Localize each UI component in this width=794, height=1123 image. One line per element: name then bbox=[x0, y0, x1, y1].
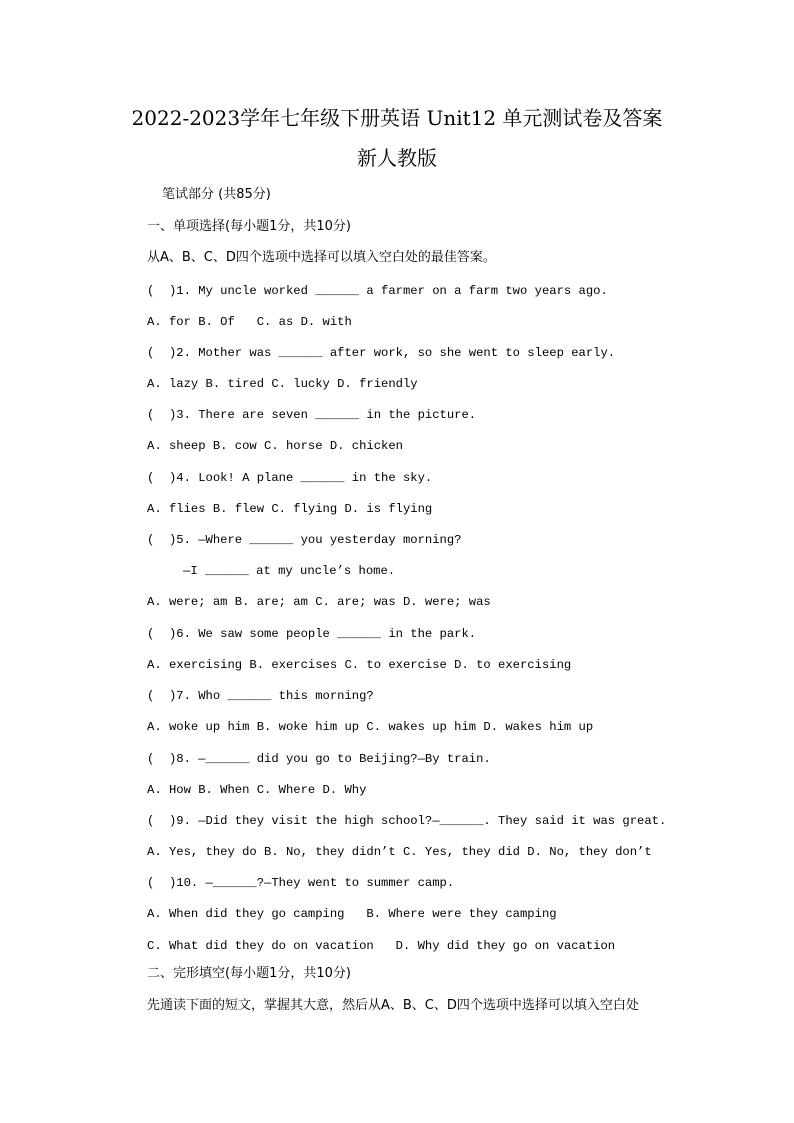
section-note: 笔试部分 (共85分) bbox=[162, 187, 271, 202]
answer-options: A. lazy B. tired C. lucky D. friendly bbox=[147, 377, 418, 391]
instruction: 从A、B、C、D四个选项中选择可以填入空白处的最佳答案。 bbox=[147, 250, 496, 265]
question-line: ( )1. My uncle worked ______ a farmer on a farm two years ago. bbox=[147, 284, 608, 298]
answer-options: A. flies B. flew C. flying D. is flying bbox=[147, 502, 433, 516]
question-line: ( )8. —______ did you go to Beijing?—By train. bbox=[147, 752, 491, 766]
answer-options: A. woke up him B. woke him up C. wakes up him D. wakes him up bbox=[147, 720, 594, 734]
answer-options: A. How B. When C. Where D. Why bbox=[147, 783, 367, 797]
question-line: ( )7. Who ______ this morning? bbox=[147, 689, 374, 703]
answer-options: A. sheep B. cow C. horse D. chicken bbox=[147, 439, 403, 453]
answer-options: A. When did they go camping B. Where were they camping bbox=[147, 907, 557, 921]
document-subtitle: 新人教版 bbox=[357, 146, 437, 170]
question-line: ( )5. —Where ______ you yesterday morning? bbox=[147, 533, 462, 547]
answer-options: C. What did they do on vacation D. Why did they go on vacation bbox=[147, 939, 616, 953]
answer-options: A. were; am B. are; am C. are; was D. were; was bbox=[147, 595, 491, 609]
answer-options: A. Yes, they do B. No, they didn’t C. Yes, they did D. No, they don’t bbox=[147, 845, 652, 859]
question-line: ( )6. We saw some people ______ in the park. bbox=[147, 627, 477, 641]
section-heading: 一、单项选择(每小题1分，共10分) bbox=[147, 219, 351, 234]
question-line: ( )3. There are seven ______ in the picture. bbox=[147, 408, 477, 422]
section-heading: 二、完形填空(每小题1分，共10分) bbox=[147, 966, 351, 981]
answer-options: A. for B. Of C. as D. with bbox=[147, 315, 352, 329]
question-line: —I ______ at my uncle’s home. bbox=[183, 564, 396, 578]
answer-options: A. exercising B. exercises C. to exercise D. to exercising bbox=[147, 658, 572, 672]
document-title: 2022-2023学年七年级下册英语 Unit12 单元测试卷及答案 bbox=[131, 106, 663, 130]
question-line: ( )9. —Did they visit the high school?—______. They said it was great. bbox=[147, 814, 667, 828]
question-line: ( )2. Mother was ______ after work, so she went to sleep early. bbox=[147, 346, 616, 360]
question-line: ( )4. Look! A plane ______ in the sky. bbox=[147, 471, 433, 485]
question-line: ( )10. —______?—They went to summer camp. bbox=[147, 876, 455, 890]
instruction: 先通读下面的短文，掌握其大意，然后从A、B、C、D四个选项中选择可以填入空白处 bbox=[147, 998, 639, 1013]
